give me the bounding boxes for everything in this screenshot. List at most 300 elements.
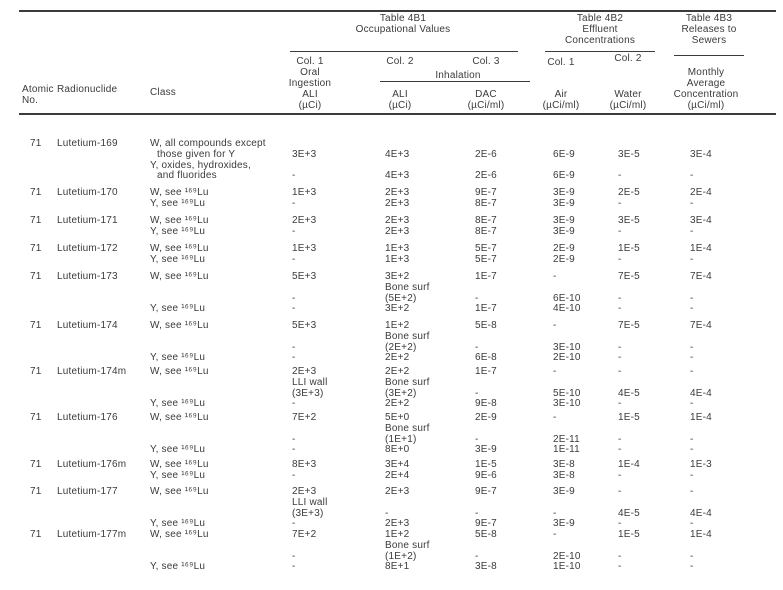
cell-sewer: 1E-4 — [690, 243, 712, 254]
cell-dac: - — [475, 341, 479, 353]
cell-dac: 2E-9 — [475, 412, 497, 423]
cell-air: 5E-10 — [553, 387, 581, 399]
cell-atomic — [0, 282, 55, 293]
cell-inh: 8E+1 — [385, 561, 410, 573]
cell-atomic — [0, 377, 55, 388]
rule-under-4b1 — [290, 51, 518, 52]
cell-atomic — [0, 293, 55, 304]
cell-dac — [458, 331, 538, 342]
cell-air: 3E-9 — [553, 225, 575, 237]
cell-oral: - — [292, 444, 296, 456]
cell-inh: 3E+2 — [385, 303, 410, 315]
cell-nuclide — [55, 170, 148, 181]
cell-water: 1E-5 — [618, 412, 640, 423]
cell-air — [538, 540, 600, 551]
cell-air — [538, 138, 600, 149]
cell-dac: 8E-7 — [475, 197, 497, 209]
cell-water: - — [618, 469, 622, 481]
air-header-line1: Air — [554, 89, 568, 100]
cell-inh: (5E+2) — [385, 292, 417, 304]
cell-atomic — [0, 434, 55, 445]
cell-air — [538, 497, 600, 508]
cell-nuclide — [55, 423, 148, 434]
cell-nuclide — [55, 551, 148, 562]
table-row — [0, 377, 783, 388]
cell-water: - — [618, 366, 622, 377]
cell-oral: - — [292, 225, 296, 237]
atomic-header-line2: No. — [22, 95, 39, 106]
table-row — [0, 486, 783, 497]
cell-dac — [458, 160, 538, 171]
cell-dac: 8E-7 — [475, 215, 497, 226]
cell-nuclide — [55, 470, 148, 481]
cell-class: and fluorides — [157, 170, 217, 182]
oral-header-line3: ALI — [302, 89, 318, 100]
table-row — [0, 282, 783, 293]
cell-sewer — [660, 331, 783, 342]
table-row — [0, 423, 783, 434]
cell-nuclide — [55, 198, 148, 209]
cell-oral: - — [292, 433, 296, 445]
table-row — [0, 293, 783, 304]
cell-oral: - — [292, 561, 296, 573]
cell-atomic — [0, 303, 55, 314]
cell-inh: 2E+4 — [385, 469, 410, 481]
table-row — [0, 226, 783, 237]
cell-nuclide — [55, 303, 148, 314]
cell-water: - — [618, 486, 622, 497]
cell-oral — [283, 423, 368, 434]
table-row — [0, 434, 783, 445]
table-4b1-title: Table 4B1 — [379, 13, 427, 24]
cell-air: 3E-9 — [553, 197, 575, 209]
cell-inh: Bone surf — [385, 422, 430, 434]
cell-sewer: - — [690, 303, 694, 315]
cell-dac — [458, 282, 538, 293]
cell-water: 1E-4 — [618, 459, 640, 470]
cell-nuclide: Lutetium-169 — [57, 138, 118, 149]
cell-class: Y, see ¹⁶⁹Lu — [150, 197, 206, 209]
cell-atomic: 71 — [30, 459, 42, 470]
cell-class — [148, 434, 283, 445]
inh-ali-header-line1: ALI — [392, 89, 408, 100]
cell-atomic: 71 — [30, 486, 42, 497]
table-row — [0, 540, 783, 551]
cell-sewer: 3E-4 — [690, 148, 712, 160]
cell-inh: 2E+2 — [385, 398, 410, 410]
cell-inh: (3E+2) — [385, 387, 417, 399]
cell-oral: - — [292, 170, 296, 182]
table-4b3-subtitle1: Releases to — [681, 24, 737, 35]
inh-dac-header-line2: (µCi/ml) — [467, 100, 505, 111]
cell-sewer: - — [690, 170, 694, 182]
table-row — [0, 215, 783, 226]
cell-nuclide — [55, 444, 148, 455]
cell-water: - — [618, 398, 622, 410]
cell-dac: 1E-7 — [475, 366, 497, 377]
cell-sewer: 4E-4 — [690, 507, 712, 519]
table-row — [0, 138, 783, 149]
cell-nuclide: Lutetium-172 — [57, 243, 118, 254]
cell-sewer: - — [690, 352, 694, 364]
cell-atomic: 71 — [30, 271, 42, 282]
cell-air: 3E-9 — [553, 187, 575, 198]
cell-class: W, see ¹⁶⁹Lu — [150, 271, 209, 282]
cell-dac — [458, 540, 538, 551]
cell-water: 1E-5 — [618, 243, 640, 254]
cell-atomic — [0, 149, 55, 160]
cell-inh: 3E+4 — [385, 459, 410, 470]
cell-class: W, see ¹⁶⁹Lu — [150, 529, 209, 540]
water-header-line2: (µCi/ml) — [609, 100, 647, 111]
cell-water: 4E-5 — [618, 387, 640, 399]
cell-air: 1E-11 — [553, 444, 580, 456]
cell-oral: 5E+3 — [292, 271, 317, 282]
cell-water — [600, 138, 660, 149]
cell-sewer: - — [690, 561, 694, 573]
cell-oral: 7E+2 — [292, 412, 317, 423]
cell-water — [600, 540, 660, 551]
cell-inh: 2E+3 — [385, 187, 410, 198]
cell-nuclide — [55, 254, 148, 265]
cell-air — [538, 282, 600, 293]
oral-header-line2: Ingestion — [288, 78, 332, 89]
cell-inh: 3E+2 — [385, 271, 410, 282]
cell-atomic — [0, 198, 55, 209]
cell-atomic: 71 — [30, 529, 42, 540]
cell-inh: 4E+3 — [385, 148, 410, 160]
cell-sewer: - — [690, 444, 694, 456]
monthly-header-line4: (µCi/ml) — [687, 100, 725, 111]
cell-nuclide — [55, 293, 148, 304]
cell-water: - — [618, 433, 622, 445]
table-row — [0, 412, 783, 423]
col-label-air: Col. 1 — [547, 57, 575, 68]
table-row — [0, 149, 783, 160]
cell-dac: 2E-6 — [475, 170, 497, 182]
cell-nuclide — [55, 282, 148, 293]
inh-ali-header-line2: (µCi) — [388, 100, 412, 111]
cell-class — [148, 342, 283, 353]
table-row — [0, 198, 783, 209]
table-4b3-title: Table 4B3 — [685, 13, 733, 24]
cell-air: 2E-9 — [553, 243, 575, 254]
cell-class: W, see ¹⁶⁹Lu — [150, 243, 209, 254]
cell-air: 2E-11 — [553, 433, 580, 445]
cell-dac: 5E-8 — [475, 320, 497, 331]
cell-atomic — [0, 160, 55, 171]
cell-sewer: 7E-4 — [690, 320, 712, 331]
col-label-water: Col. 2 — [614, 53, 642, 64]
cell-water: - — [618, 197, 622, 209]
cell-water: 3E-5 — [618, 215, 640, 226]
cell-nuclide — [55, 561, 148, 572]
cell-oral — [283, 331, 368, 342]
cell-class — [148, 377, 283, 388]
cell-dac: 3E-9 — [475, 444, 497, 456]
cell-water: 2E-5 — [618, 187, 640, 198]
cell-water — [600, 423, 660, 434]
cell-sewer: 4E-4 — [690, 387, 712, 399]
cell-nuclide — [55, 149, 148, 160]
table-row — [0, 320, 783, 331]
table-row — [0, 388, 783, 399]
cell-sewer: - — [690, 486, 694, 497]
cell-class: Y, see ¹⁶⁹Lu — [150, 444, 206, 456]
cell-atomic — [0, 470, 55, 481]
cell-class — [148, 423, 283, 434]
col-label-inh-ali: Col. 2 — [386, 56, 414, 67]
cell-oral: - — [292, 398, 296, 410]
cell-oral: - — [292, 469, 296, 481]
cell-dac: 9E-7 — [475, 486, 497, 497]
cell-class — [148, 551, 283, 562]
cell-inh: - — [385, 507, 389, 519]
cell-nuclide — [55, 352, 148, 363]
cell-water: - — [618, 225, 622, 237]
cell-inh — [368, 160, 458, 171]
cell-nuclide: Lutetium-177 — [57, 486, 118, 497]
table-row — [0, 303, 783, 314]
monthly-header-line1: Monthly — [687, 67, 725, 78]
cell-atomic: 71 — [30, 187, 42, 198]
cell-nuclide: Lutetium-174 — [57, 320, 118, 331]
cell-dac — [458, 497, 538, 508]
cell-oral: LLI wall — [292, 376, 328, 388]
cell-oral: (3E+3) — [292, 387, 324, 399]
cell-oral — [283, 540, 368, 551]
cell-class — [148, 282, 283, 293]
cell-oral: - — [292, 550, 296, 562]
cell-inh: Bone surf — [385, 330, 430, 342]
table-row — [0, 271, 783, 282]
table-4b2-subtitle1: Effluent — [582, 24, 618, 35]
cell-class: Y, see ¹⁶⁹Lu — [150, 352, 206, 364]
cell-oral: 3E+3 — [292, 148, 317, 160]
cell-dac: - — [475, 550, 479, 562]
cell-atomic — [0, 352, 55, 363]
cell-air: 2E-9 — [553, 253, 575, 265]
cell-oral — [283, 160, 368, 171]
water-header-line1: Water — [614, 89, 642, 100]
cell-dac: 5E-7 — [475, 243, 497, 254]
monthly-header-line2: Average — [686, 78, 726, 89]
cell-sewer: - — [690, 469, 694, 481]
rule-under-4b3 — [674, 55, 744, 56]
cell-dac: 9E-7 — [475, 518, 497, 530]
cell-dac: - — [475, 507, 479, 519]
cell-atomic: 71 — [30, 138, 42, 149]
table-row — [0, 398, 783, 409]
cell-water: - — [618, 253, 622, 265]
table-row — [0, 444, 783, 455]
cell-inh: 1E+2 — [385, 529, 410, 540]
cell-nuclide — [55, 434, 148, 445]
col-label-oral: Col. 1 — [296, 56, 324, 67]
cell-atomic: 71 — [30, 215, 42, 226]
cell-atomic — [0, 423, 55, 434]
cell-atomic — [0, 331, 55, 342]
cell-atomic — [0, 551, 55, 562]
cell-inh — [368, 138, 458, 149]
cell-sewer: 1E-4 — [690, 529, 712, 540]
cell-class: W, see ¹⁶⁹Lu — [150, 187, 209, 198]
table-row — [0, 497, 783, 508]
cell-air: 2E-10 — [553, 550, 581, 562]
cell-class: W, all compounds except — [150, 138, 266, 149]
cell-sewer — [660, 160, 783, 171]
cell-sewer: - — [690, 225, 694, 237]
cell-nuclide: Lutetium-176m — [57, 459, 127, 470]
cell-dac: 6E-8 — [475, 352, 497, 364]
cell-dac: 8E-7 — [475, 225, 497, 237]
cell-oral: - — [292, 303, 296, 315]
cell-atomic: 71 — [30, 243, 42, 254]
table-row — [0, 342, 783, 353]
cell-oral: 2E+3 — [292, 486, 317, 497]
oral-header-line4: (µCi) — [298, 100, 322, 111]
cell-class: those given for Y — [157, 148, 236, 160]
cell-dac: 3E-8 — [475, 561, 497, 573]
cell-sewer: - — [690, 433, 694, 445]
cell-sewer: - — [690, 398, 694, 410]
cell-air: 3E-9 — [553, 486, 575, 497]
table-row — [0, 470, 783, 481]
cell-class: Y, oxides, hydroxides, — [150, 159, 251, 171]
table-row — [0, 160, 783, 171]
cell-sewer: 1E-3 — [690, 459, 712, 470]
cell-dac: 2E-6 — [475, 148, 497, 160]
cell-air: 6E-10 — [553, 292, 581, 304]
cell-oral: LLI wall — [292, 496, 328, 508]
cell-atomic — [0, 170, 55, 181]
cell-inh: 8E+0 — [385, 444, 410, 456]
cell-nuclide: Lutetium-174m — [57, 366, 127, 377]
cell-air: 3E-10 — [553, 398, 581, 410]
rule-header-bottom — [19, 113, 776, 115]
cell-class: W, see ¹⁶⁹Lu — [150, 366, 209, 377]
oral-header-line1: Oral — [300, 67, 320, 78]
cell-atomic — [0, 254, 55, 265]
cell-air — [538, 331, 600, 342]
cell-oral: 5E+3 — [292, 320, 317, 331]
cell-dac — [458, 138, 538, 149]
cell-inh: 5E+0 — [385, 412, 410, 423]
cell-inh: Bone surf — [385, 376, 430, 388]
cell-sewer: 2E-4 — [690, 187, 712, 198]
cell-dac: - — [475, 292, 479, 304]
cell-nuclide — [55, 377, 148, 388]
cell-class — [148, 388, 283, 399]
cell-dac: 9E-7 — [475, 187, 497, 198]
cell-nuclide — [55, 518, 148, 529]
cell-dac: 9E-8 — [475, 398, 497, 410]
cell-atomic: 71 — [30, 366, 42, 377]
table-row — [0, 187, 783, 198]
table-row — [0, 459, 783, 470]
cell-class: W, see ¹⁶⁹Lu — [150, 412, 209, 423]
cell-class — [148, 331, 283, 342]
cell-dac: - — [475, 433, 479, 445]
cell-water — [600, 160, 660, 171]
cell-dac: 5E-8 — [475, 529, 497, 540]
cell-inh: 2E+2 — [385, 352, 410, 364]
cell-water: - — [618, 170, 622, 182]
cell-water: - — [618, 303, 622, 315]
cell-oral: 7E+2 — [292, 529, 317, 540]
cell-inh: 2E+3 — [385, 215, 410, 226]
cell-dac — [458, 423, 538, 434]
table-row — [0, 243, 783, 254]
cell-class: Y, see ¹⁶⁹Lu — [150, 561, 206, 573]
cell-atomic — [0, 540, 55, 551]
cell-inh: 4E+3 — [385, 170, 410, 182]
cell-sewer: - — [690, 550, 694, 562]
cell-air: 2E-10 — [553, 352, 581, 364]
cell-air — [538, 423, 600, 434]
table-row — [0, 170, 783, 181]
cell-class: W, see ¹⁶⁹Lu — [150, 215, 209, 226]
cell-oral: 1E+3 — [292, 187, 317, 198]
cell-atomic: 71 — [30, 412, 42, 423]
cell-nuclide — [55, 160, 148, 171]
cell-sewer: - — [690, 366, 694, 377]
cell-class: Y, see ¹⁶⁹Lu — [150, 398, 206, 410]
cell-sewer: - — [690, 341, 694, 353]
cell-class: Y, see ¹⁶⁹Lu — [150, 225, 206, 237]
cell-nuclide — [55, 497, 148, 508]
cell-oral: (3E+3) — [292, 507, 324, 519]
cell-oral: - — [292, 352, 296, 364]
cell-water: - — [618, 550, 622, 562]
cell-air: 3E-8 — [553, 459, 575, 470]
cell-atomic — [0, 508, 55, 519]
cell-sewer: - — [690, 518, 694, 530]
cell-nuclide — [55, 342, 148, 353]
cell-air: 3E-8 — [553, 469, 575, 481]
cell-air: - — [553, 271, 557, 282]
cell-air: - — [553, 412, 557, 423]
cell-class: W, see ¹⁶⁹Lu — [150, 486, 209, 497]
cell-class: W, see ¹⁶⁹Lu — [150, 459, 209, 470]
cell-inh: (2E+2) — [385, 341, 417, 353]
cell-class: Y, see ¹⁶⁹Lu — [150, 518, 206, 530]
cell-class: Y, see ¹⁶⁹Lu — [150, 303, 206, 315]
cell-water — [600, 497, 660, 508]
cell-class — [148, 497, 283, 508]
cell-oral: - — [292, 197, 296, 209]
cell-water: - — [618, 518, 622, 530]
cell-sewer — [660, 497, 783, 508]
cell-inh: 2E+3 — [385, 518, 410, 530]
cell-sewer: - — [690, 292, 694, 304]
cell-atomic — [0, 518, 55, 529]
cell-water: 7E-5 — [618, 271, 640, 282]
cell-dac: - — [475, 387, 479, 399]
cell-air: - — [553, 507, 557, 519]
table-row — [0, 518, 783, 529]
cell-nuclide — [55, 331, 148, 342]
cell-dac: 9E-6 — [475, 469, 497, 481]
cell-inh: (1E+1) — [385, 433, 417, 445]
cell-class — [148, 540, 283, 551]
cell-dac: 1E-7 — [475, 271, 497, 282]
cell-nuclide — [55, 508, 148, 519]
cell-air: 3E-10 — [553, 341, 581, 353]
cell-dac: 1E-7 — [475, 303, 497, 315]
cell-water — [600, 377, 660, 388]
cell-atomic — [0, 561, 55, 572]
